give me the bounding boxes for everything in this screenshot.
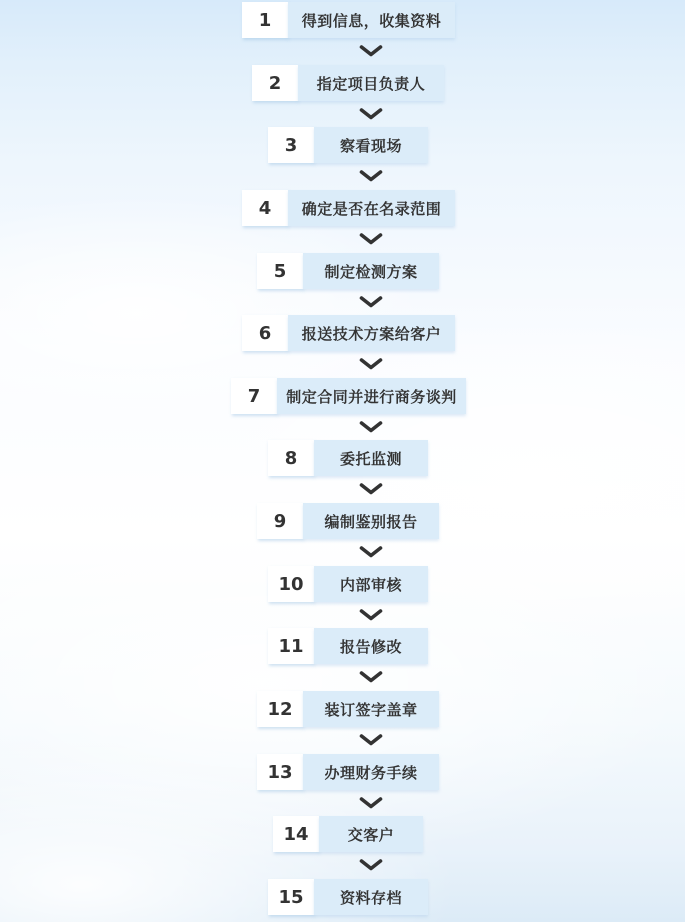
flow-step [257, 754, 439, 790]
chevron-down-icon [359, 233, 383, 245]
step-number: 12 [267, 698, 293, 720]
step-number-box [268, 566, 314, 602]
step-number: 14 [283, 823, 309, 845]
step-number: 13 [267, 761, 293, 783]
step-label: 制定合同并进行商务谈判 [286, 387, 457, 406]
step-number-box [242, 2, 288, 38]
step-number: 15 [278, 886, 304, 908]
step-label-box [303, 691, 439, 727]
step-label: 资料存档 [339, 888, 402, 907]
step-label-box [314, 127, 428, 163]
flow-step [268, 628, 428, 664]
chevron-down-icon [359, 358, 383, 370]
step-number: 6 [258, 322, 272, 344]
step-number: 7 [247, 385, 261, 407]
step-label: 察看现场 [339, 136, 402, 155]
step-label: 得到信息，收集资料 [301, 11, 442, 30]
flow-step [242, 2, 455, 38]
flow-step [268, 566, 428, 602]
flow-step [242, 190, 455, 226]
chevron-down-icon [359, 797, 383, 809]
step-label-box [288, 2, 455, 38]
flow-step [268, 879, 428, 915]
step-number-box [242, 190, 288, 226]
step-label-box [288, 315, 455, 351]
step-label: 办理财务手续 [324, 763, 418, 782]
step-label-box [277, 378, 466, 414]
step-label: 委托监测 [339, 449, 402, 468]
step-number: 3 [284, 134, 298, 156]
step-label: 内部审核 [339, 575, 402, 594]
step-label-box [303, 754, 439, 790]
step-number-box [268, 127, 314, 163]
step-number-box [268, 879, 314, 915]
chevron-down-icon [359, 421, 383, 433]
flow-step [268, 440, 428, 476]
chevron-down-icon [359, 609, 383, 621]
chevron-down-icon [359, 859, 383, 871]
step-number-box [257, 503, 303, 539]
step-number: 4 [258, 197, 272, 219]
flow-step [268, 127, 428, 163]
chevron-down-icon [359, 483, 383, 495]
step-label-box [288, 190, 455, 226]
step-label-box [314, 440, 428, 476]
step-number: 11 [278, 635, 304, 657]
chevron-down-icon [359, 734, 383, 746]
step-label: 指定项目负责人 [316, 74, 426, 93]
step-number-box [242, 315, 288, 351]
step-number: 10 [278, 573, 304, 595]
step-number-box [231, 378, 277, 414]
step-label: 装订签字盖章 [324, 700, 418, 719]
step-label-box [319, 816, 423, 852]
flow-step [242, 315, 455, 351]
chevron-down-icon [359, 296, 383, 308]
step-number-box [268, 440, 314, 476]
step-number-box [268, 628, 314, 664]
step-number: 1 [258, 9, 272, 31]
step-label: 报送技术方案给客户 [301, 324, 442, 343]
flow-step [252, 65, 444, 101]
flow-step [257, 253, 439, 289]
step-number: 8 [284, 447, 298, 469]
chevron-down-icon [359, 671, 383, 683]
step-number-box [257, 253, 303, 289]
step-label-box [298, 65, 444, 101]
step-label: 制定检测方案 [324, 262, 418, 281]
step-number: 9 [273, 510, 287, 532]
flow-step [273, 816, 423, 852]
step-label: 交客户 [347, 825, 395, 844]
step-label-box [303, 503, 439, 539]
step-label-box [314, 628, 428, 664]
step-label: 确定是否在名录范围 [301, 199, 442, 218]
step-label: 报告修改 [339, 637, 402, 656]
chevron-down-icon [359, 45, 383, 57]
flow-step [257, 691, 439, 727]
flow-step [257, 503, 439, 539]
chevron-down-icon [359, 546, 383, 558]
step-number-box [257, 754, 303, 790]
step-number: 5 [273, 260, 287, 282]
step-label-box [303, 253, 439, 289]
flow-step [231, 378, 466, 414]
step-label-box [314, 879, 428, 915]
step-number-box [273, 816, 319, 852]
chevron-down-icon [359, 108, 383, 120]
step-number: 2 [268, 72, 282, 94]
step-number-box [252, 65, 298, 101]
step-number-box [257, 691, 303, 727]
step-label-box [314, 566, 428, 602]
chevron-down-icon [359, 170, 383, 182]
step-label: 编制鉴别报告 [324, 512, 418, 531]
